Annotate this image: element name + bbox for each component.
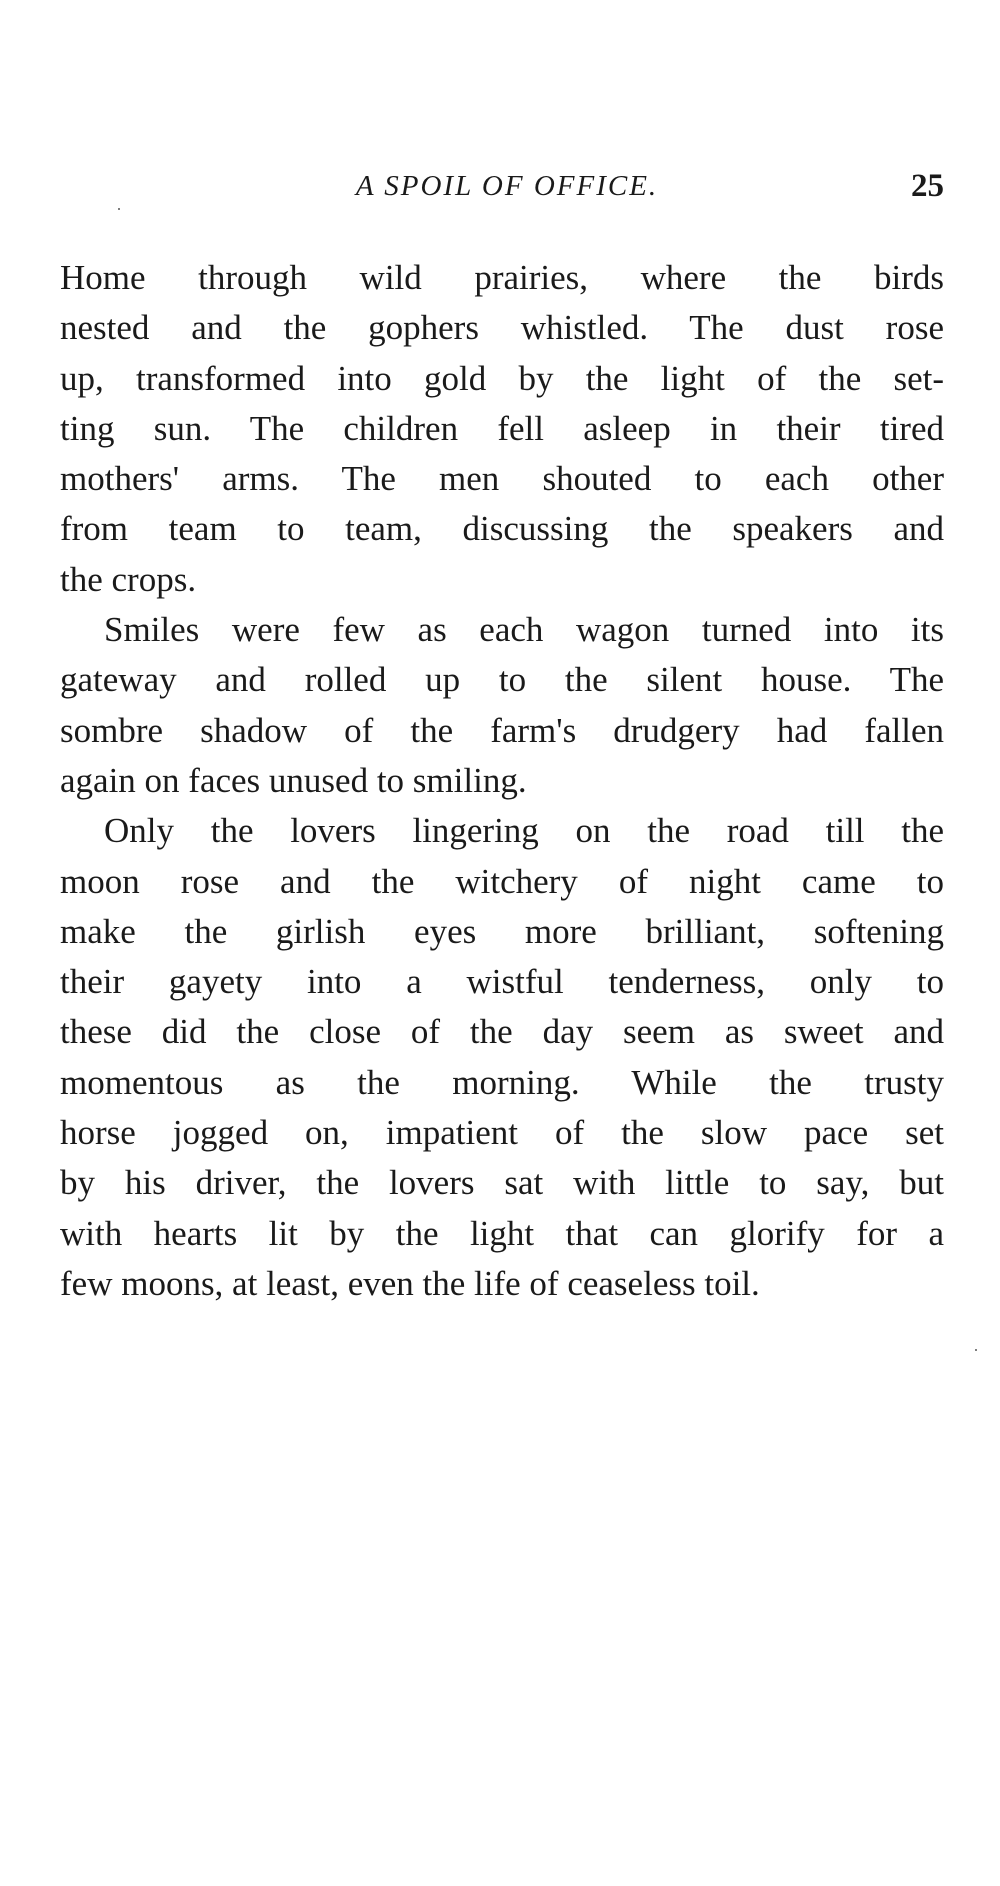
paragraph-3 — [60, 806, 944, 1309]
text-line: few moons, at least, even the life of ceaseless toil. — [60, 1263, 760, 1303]
text-line: make the girlish eyes more brilliant, softening — [60, 911, 944, 951]
text-line: Only the lovers lingering on the road till the — [104, 811, 944, 851]
text-line: with hearts lit by the light that can glorify for a — [60, 1213, 944, 1253]
text-line: gateway and rolled up to the silent house. The — [60, 660, 944, 700]
text-line: again on faces unused to smiling. — [60, 760, 527, 800]
text-line: Home through wild prairies, where the birds — [60, 258, 944, 297]
text-line: horse jogged on, impatient of the slow pace set — [60, 1113, 944, 1153]
text-line: nested and the gophers whistled. The dust rose — [60, 308, 944, 348]
text-line: the crops. — [60, 559, 197, 599]
paragraph-1 — [60, 253, 944, 605]
body-text — [60, 253, 944, 1309]
text-line: sombre shadow of the farm's drudgery had fallen — [60, 710, 944, 750]
text-line: these did the close of the day seem as sweet and — [60, 1012, 944, 1052]
text-line: ting sun. The children fell asleep in their tired — [60, 408, 944, 448]
text-line: mothers' arms. The men shouted to each other — [60, 459, 944, 499]
page-number: 25 — [911, 168, 944, 204]
text-line: by his driver, the lovers sat with little to say, but — [60, 1163, 944, 1203]
print-speck — [118, 208, 120, 210]
text-line: their gayety into a wistful tenderness, only to — [60, 962, 944, 1002]
text-line: momentous as the morning. While the trusty — [60, 1062, 944, 1102]
text-line: from team to team, discussing the speakers and — [60, 509, 944, 549]
text-line: moon rose and the witchery of night came to — [60, 861, 944, 901]
text-line: Smiles were few as each wagon turned into its — [104, 610, 944, 650]
text-line: up, transformed into gold by the light of the set- — [60, 358, 944, 398]
paragraph-2 — [60, 605, 944, 806]
print-speck — [975, 1349, 977, 1351]
running-head — [60, 163, 944, 209]
running-title: A SPOIL OF OFFICE. — [355, 170, 659, 202]
